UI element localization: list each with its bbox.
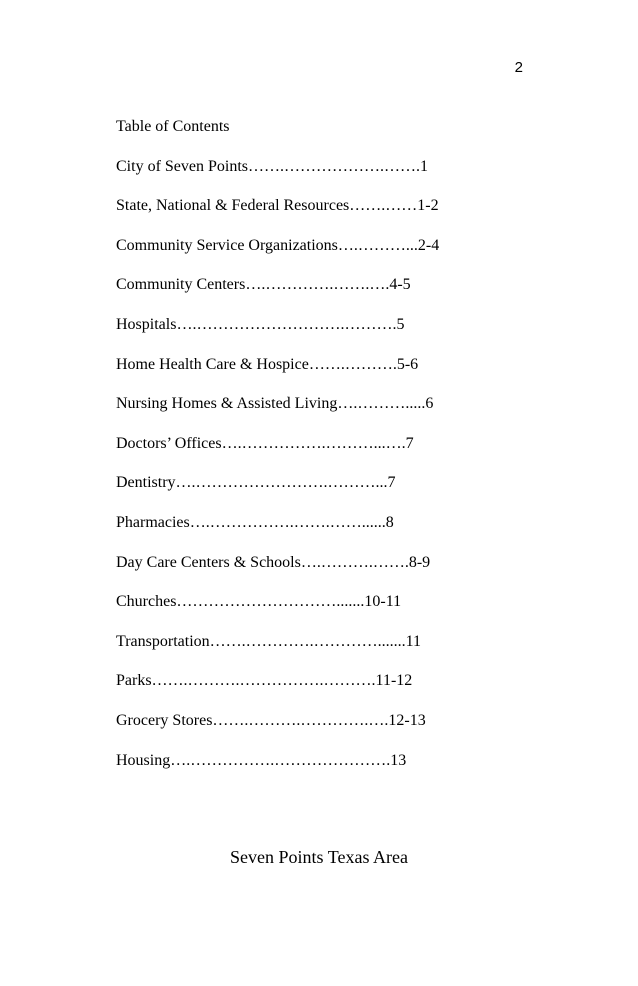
toc-entry-housing[interactable]: Housing….…………….………………….13 xyxy=(116,751,407,769)
toc-entry-community-service-organizations[interactable]: Community Service Organizations….………...2-4 xyxy=(116,236,440,254)
page-caption: Seven Points Texas Area xyxy=(230,847,408,867)
toc-entry-nursing-homes-assisted-living[interactable]: Nursing Homes & Assisted Living….……….....6 xyxy=(116,395,434,413)
toc-title: Table of Contents xyxy=(116,118,230,135)
toc-entry-home-health-care-hospice[interactable]: Home Health Care & Hospice…….……….5-6 xyxy=(116,355,419,373)
toc-entry-doctors-offices[interactable]: Doctors’ Offices….…………….………...….7 xyxy=(116,434,414,452)
table-of-contents xyxy=(116,118,439,770)
toc-entry-hospitals[interactable]: Hospitals….……………………….……….5 xyxy=(116,315,405,333)
toc-entry-community-centers[interactable]: Community Centers….………….…….….4-5 xyxy=(116,276,411,294)
page-number: 2 xyxy=(514,59,523,76)
toc-list xyxy=(116,158,439,770)
toc-entry-transportation[interactable]: Transportation…….………….………….......11 xyxy=(116,632,422,650)
toc-entry-dentistry[interactable]: Dentistry….…………………….………...7 xyxy=(116,474,396,492)
toc-entry-state-national-federal-resources[interactable]: State, National & Federal Resources…….……1-2 xyxy=(116,197,439,215)
toc-entry-pharmacies[interactable]: Pharmacies….…………….…….……......8 xyxy=(116,513,394,531)
toc-entry-parks[interactable]: Parks…….……….…………….……….11-12 xyxy=(116,672,413,690)
toc-entry-day-care-centers-schools[interactable]: Day Care Centers & Schools….……….…….8-9 xyxy=(116,553,431,571)
toc-entry-city-of-seven-points[interactable]: City of Seven Points…….……………….…….1 xyxy=(116,157,429,175)
toc-entry-churches[interactable]: Churches………………………….......10-11 xyxy=(116,593,402,611)
toc-entry-grocery-stores[interactable]: Grocery Stores…….……….………….….12-13 xyxy=(116,711,426,729)
